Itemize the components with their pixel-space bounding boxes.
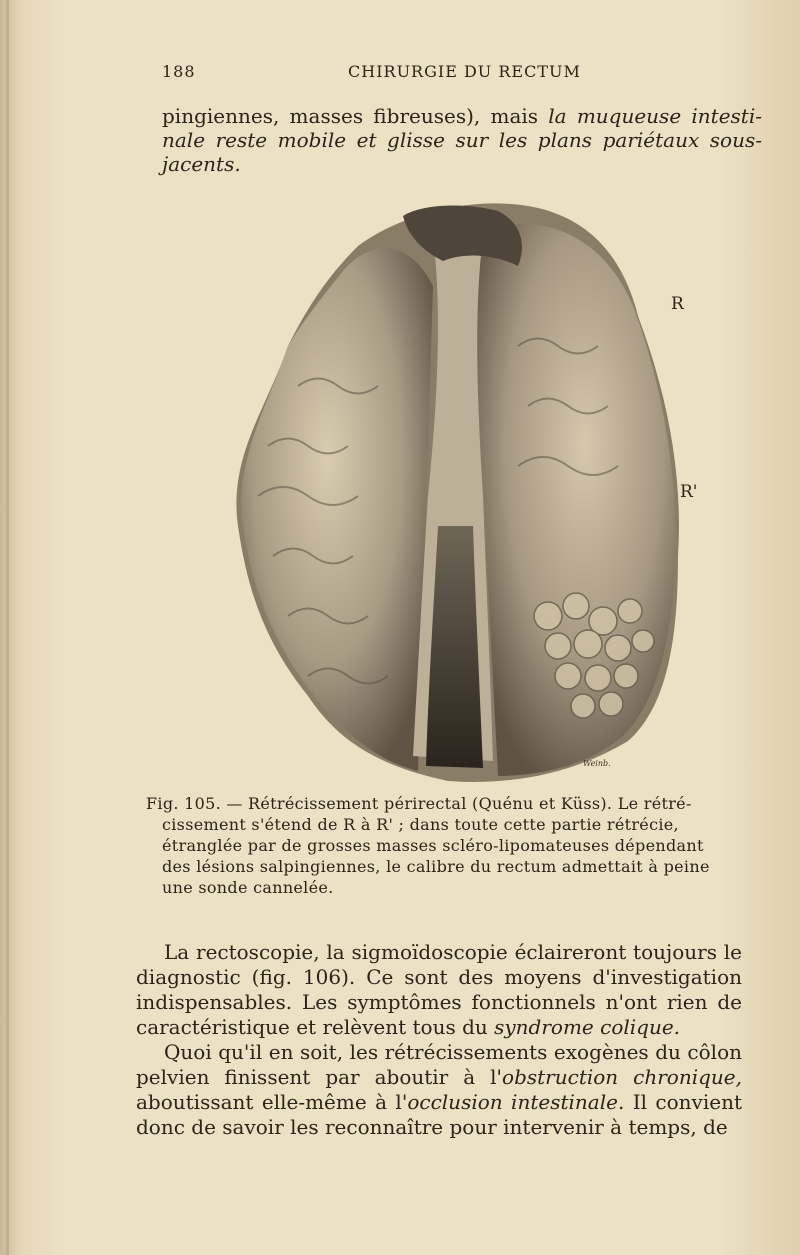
label-r-prime: R' bbox=[680, 482, 698, 502]
caption-line: cissement s'étend de R à R' ; dans toute cette partie rétrécie, bbox=[162, 815, 679, 834]
label-r: R bbox=[671, 294, 684, 314]
running-header bbox=[0, 62, 800, 86]
top-paragraph-text: pingiennes, masses fibreuses), mais bbox=[162, 104, 549, 128]
caption-line: étranglée par de grosses masses scléro-lipomateuses dépendant bbox=[162, 836, 704, 855]
body-italic-span: obstruction chronique, bbox=[502, 1065, 742, 1089]
caption-line: Fig. 105. — Rétrécissement périrectal (Quénu et Küss). Le rétré- bbox=[146, 794, 692, 813]
page-binding-edge bbox=[6, 0, 9, 1255]
body-italic-span: syndrome colique. bbox=[494, 1015, 681, 1039]
body-text-span: La rectoscopie, la sigmoïdoscopie éclaireront toujours le diagnostic (fig. 106). Ce sont des moyens d'investigation indispensables. Les symptômes fonctionnels n'ont rien de caractéristique et relèvent tous du bbox=[136, 940, 742, 1039]
body-text-span: Quoi qu'il en soit, les rétrécissements exogènes du côlon pelvien finissent par aboutir à l' bbox=[136, 1040, 742, 1089]
top-paragraph bbox=[162, 104, 762, 176]
artist-signature: Weinb. bbox=[583, 759, 611, 768]
body-text-span: Il convient donc de savoir les reconnaître pour intervenir à temps, de bbox=[136, 1090, 743, 1139]
body-text bbox=[136, 940, 742, 1140]
specimen-illustration bbox=[228, 196, 698, 786]
page-number: 188 bbox=[162, 62, 196, 81]
body-text-span: aboutissant elle-même à l' bbox=[136, 1090, 408, 1114]
body-italic-span: occlusion intestinale. bbox=[407, 1090, 625, 1114]
body-paragraph-2 bbox=[136, 1040, 742, 1140]
figure-caption bbox=[146, 793, 750, 898]
running-title: CHIRURGIE DU RECTUM bbox=[348, 62, 581, 81]
body-paragraph-1 bbox=[136, 940, 742, 1040]
caption-line: une sonde cannelée. bbox=[162, 878, 334, 897]
caption-line: des lésions salpingiennes, le calibre du rectum admettait à peine bbox=[162, 857, 710, 876]
top-paragraph-italic: la muqueuse intesti-nale reste mobile et glisse sur les plans pariétaux sous-jacents. bbox=[162, 104, 762, 176]
